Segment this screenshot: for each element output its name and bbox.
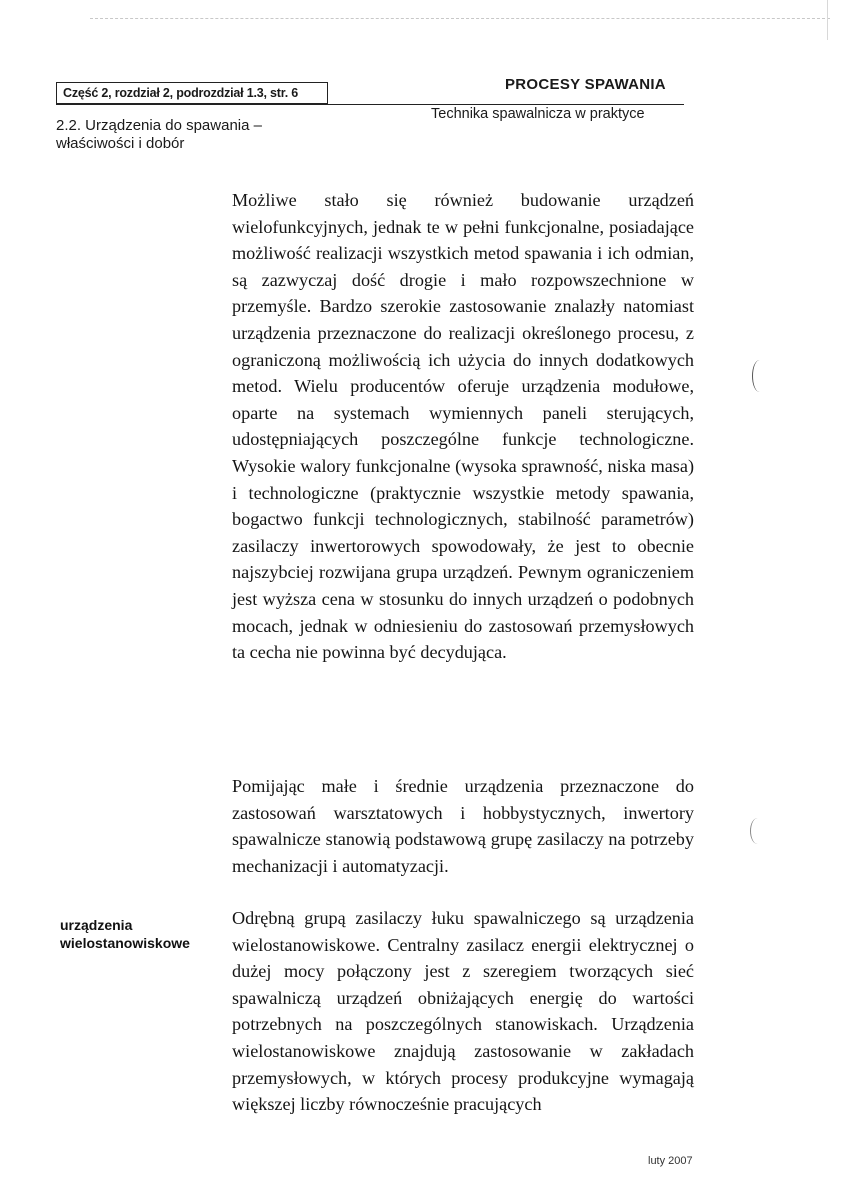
- scan-artifact-line: [90, 18, 830, 19]
- publication-subtitle: Technika spawalnicza w praktyce: [431, 106, 645, 122]
- section-reference-box: Część 2, rozdział 2, podrozdział 1.3, str. 6: [56, 82, 328, 104]
- punch-hole-mark: [752, 360, 767, 392]
- scan-artifact-edge: [827, 0, 828, 40]
- punch-hole-mark: [750, 818, 765, 844]
- publication-title: PROCESY SPAWANIA: [505, 76, 666, 93]
- header-divider: [56, 104, 684, 105]
- margin-note-line: urządzenia: [60, 917, 133, 933]
- section-heading: 2.2. Urządzenia do spawania – właściwości i dobór: [56, 117, 262, 152]
- margin-note-line: wielostanowiskowe: [60, 935, 190, 951]
- footer-date: luty 2007: [648, 1155, 693, 1167]
- body-paragraph: Odrębną grupą zasilaczy łuku spawalniczego są urządzenia wielostanowiskowe. Centralny zasilacz energii elektrycznej o dużej mocy połączony jest z szeregiem tworzących sieć spawalniczą urządzeń obniżających energię do wartości potrzebnych na poszczególnych stanowiskach. Urządzenia wielostanowiskowe znajdują zastosowanie w zakładach przemysłowych, w których procesy produkcyjne wymagają większej liczby równocześnie pracujących: [232, 908, 694, 1115]
- body-paragraph: Pomijając małe i średnie urządzenia przeznaczone do zastosowań warsztatowych i hobbystycznych, inwertory spawalnicze stanowią podstawową grupę zasilaczy na potrzeby mechanizacji i automatyzacji.: [232, 776, 694, 876]
- margin-note: [60, 916, 230, 952]
- body-paragraph: Możliwe stało się również budowanie urządzeń wielofunkcyjnych, jednak te w pełni funkcjonalne, posiadające możliwość realizacji wszystkich metod spawania i ich odmian, są zazwyczaj dość drogie i mało rozpowszechnione w przemyśle. Bardzo szerokie zastosowanie znalazły natomiast urządzenia przeznaczone do realizacji określonego procesu, z ograniczoną możliwością ich użycia do innych dodatkowych metod. Wielu producentów oferuje urządzenia modułowe, oparte na systemach wymiennych paneli sterujących, udostępniających poszczególne funkcje technologiczne. Wysokie walory funkcjonalne (wysoka sprawność, niska masa) i technologiczne (praktycznie wszystkie metody spawania, bogactwo funkcji technologicznych, stabilność parametrów) zasilaczy inwertorowych spowodowały, że jest to obecnie najszybciej rozwijana grupa urządzeń. Pewnym ograniczeniem jest wyższa cena w stosunku do innych urządzeń o podobnych mocach, jednak w odniesieniu do zastosowań przemysłowych ta cecha nie powinna być decydująca.: [232, 190, 694, 663]
